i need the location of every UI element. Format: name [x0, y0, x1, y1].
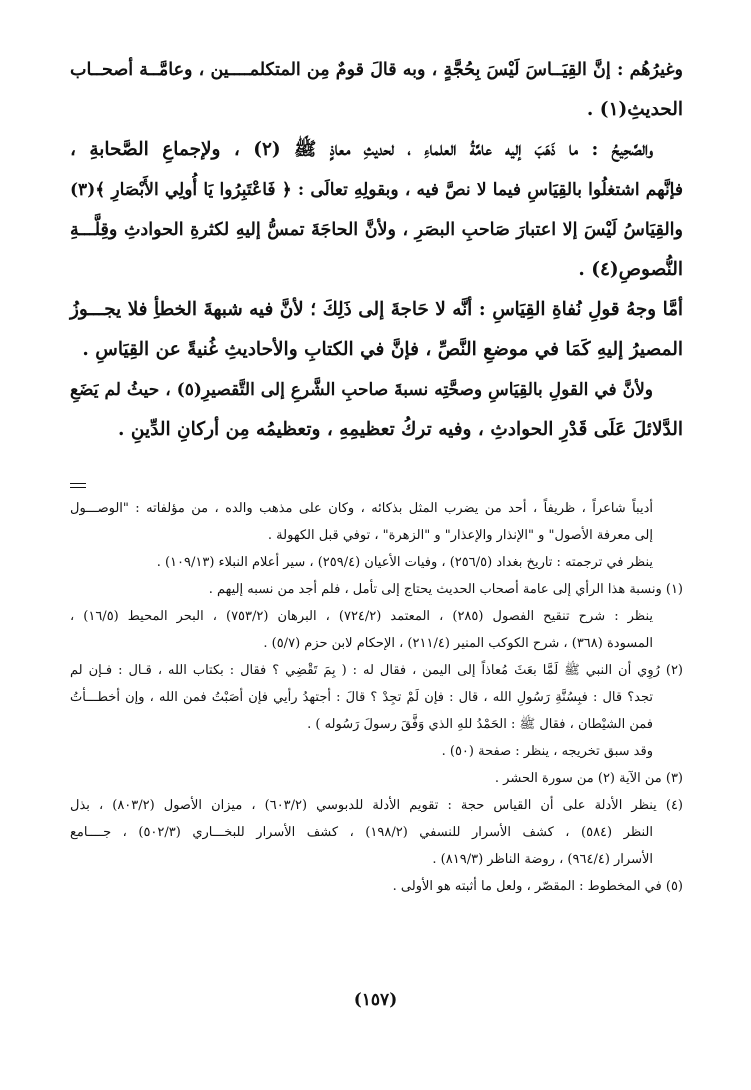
- footnote-line: (٢) رُوِي أن النبي ﷺ لَمَّا بعَثَ مُعاذاً إلى اليمن ، فقال له : ( بِمَ تَقْضِي ؟ فقال : بكتاب الله ، قـال : فـإن لم: [70, 663, 683, 678]
- footnote-line: الأسرار (٩٦٤/٤) ، روضة الناظر (٨١٩/٣) .: [432, 852, 653, 867]
- main-line: والقِيَاسُ لَيْسَ إلا اعتبارَ صَاحبِ البصَرِ ، ولأنَّ الحاجَةَ تمسُّ إليهِ لكثرةِ الحوادثِ وقِلَّـــةِ: [70, 220, 683, 240]
- footnote-line: المسودة (٣٦٨) ، شرح الكوكب المنير (٢١١/٤) ، الإحكام لابن حزم (٥/٧) .: [263, 636, 653, 651]
- main-text: [70, 50, 683, 450]
- footnote-separator: [70, 483, 86, 484]
- footnote-line: (٤) ينظر الأدلة على أن القياس حجة : تقويم الأدلة للدبوسي (٦٠٣/٢) ، ميزان الأصول (٨٠٣/٢) ، بذل: [70, 798, 683, 813]
- main-line: النُّصوصِ(٤) .: [578, 259, 683, 280]
- footnote-separator: [70, 487, 86, 488]
- footnote-line: فمن الشيْطان ، فقال ﷺ : الحَمْدُ للهِ الذي وَفَّقَ رسولَ رَسُوله ) .: [307, 717, 653, 732]
- footnote-line: (٣) من الآية (٢) من سورة الحشر .: [494, 771, 683, 786]
- footnote-line: (٥) في المخطوط : المقصّر ، ولعل ما أثبته هو الأولى .: [392, 879, 683, 894]
- main-line: وغيرُهُم : إنَّ القِيَــاسَ لَيْسَ بِحُجَّةٍ ، وبه قالَ قومٌ مِن المتكلمــــين ، وعامَّــة أصحــاب: [70, 60, 683, 80]
- main-line: الحديثِ(١) .: [586, 99, 683, 120]
- footnote-line: أديباً شاعراً ، ظريفاً ، أحد من يضرب المثل بذكائه ، وكان على مذهب والده ، من مؤلفاته : "الوصـــول: [70, 501, 653, 516]
- footnote-line: ينظر في ترجمته : تاريخ بغداد (٢٥٦/٥) ، وفيات الأعيان (٢٥٩/٤) ، سير أعلام النبلاء (١٠٩/١٣) .: [156, 555, 653, 570]
- footnotes: [70, 495, 683, 900]
- footnote-line: (١) ونسبة هذا الرأي إلى عامة أصحاب الحديث يحتاج إلى تأمل ، فلم أجد من نسبه إليهم .: [208, 582, 683, 597]
- footnote-line: تجد؟ قال : فبِسُنَّةِ رَسُولِ الله ، قال : فإن لَمْ تجِدْ ؟ قالَ : أجتهدُ رأيي فإن أصَبْتُ فمن الله ، وإن أخطـــأتُ: [70, 690, 653, 705]
- main-line: المصيرُ إليهِ كَمَا في موضعِ النَّصِّ ، فإنَّ في الكتابِ والأحاديثِ غُنيةً عن القِيَاسِ .: [82, 339, 683, 360]
- main-line: ولأنَّ في القولِ بالقِيَاسِ وصحَّتِه نسبةَ صاحبِ الشَّرعِ إلى التَّقصيرِ(٥) ، حيثُ لم يَضَعِ: [70, 380, 653, 400]
- main-line: والصَّحِيحُ : ما ذَهَبَ إليه عامَّةُ العلماءِ ، لحديثِ معاذٍ ﷺ (٢) ، ولإجماعِ الصَّحابةِ ،: [70, 139, 654, 160]
- footnote-line: النظر (٥٨٤) ، كشف الأسرار للنسفي (١٩٨/٢) ، كشف الأسرار للبخـــاري (٥٠٢/٣) ، جــــامع: [70, 825, 653, 840]
- main-line: الدَّلائلَ عَلَى قَدْرِ الحوادثِ ، وفيه تركُ تعظيمِهِ ، وتعظيمُه مِن أركانِ الدِّينِ .: [118, 419, 683, 440]
- footnote-line: إلى معرفة الأصول" و "الإنذار والإعذار" و "الزهرة" ، توفي قبل الكهولة .: [267, 528, 653, 543]
- footnote-line: وقد سبق تخريجه ، ينظر : صفحة (٥٠) .: [441, 744, 653, 759]
- footnote-line: ينظر : شرح تنقيح الفصول (٢٨٥) ، المعتمد (٧٢٤/٢) ، البرهان (٧٥٣/٢) ، البحر المحيط (١٦/٥) ،: [70, 609, 654, 624]
- main-line: فإنَّهم اشتغلُوا بالقِيَاسِ فيما لا نصَّ فيه ، وبقولِهِ تعالَى : ﴿ فَاعْتَبِرُوا يَا أُولِي الأَبْصَارِ ﴾(٣): [70, 180, 683, 200]
- main-line: أمَّا وجهُ قولِ نُفاةِ القِيَاسِ : أنَّه لا حَاجةَ إلى ذَلِكَ ؛ لأنَّ فيه شبهةَ الخطأِ فلا يجـــوزُ: [70, 299, 683, 320]
- page-number: (١٥٧): [353, 990, 398, 1010]
